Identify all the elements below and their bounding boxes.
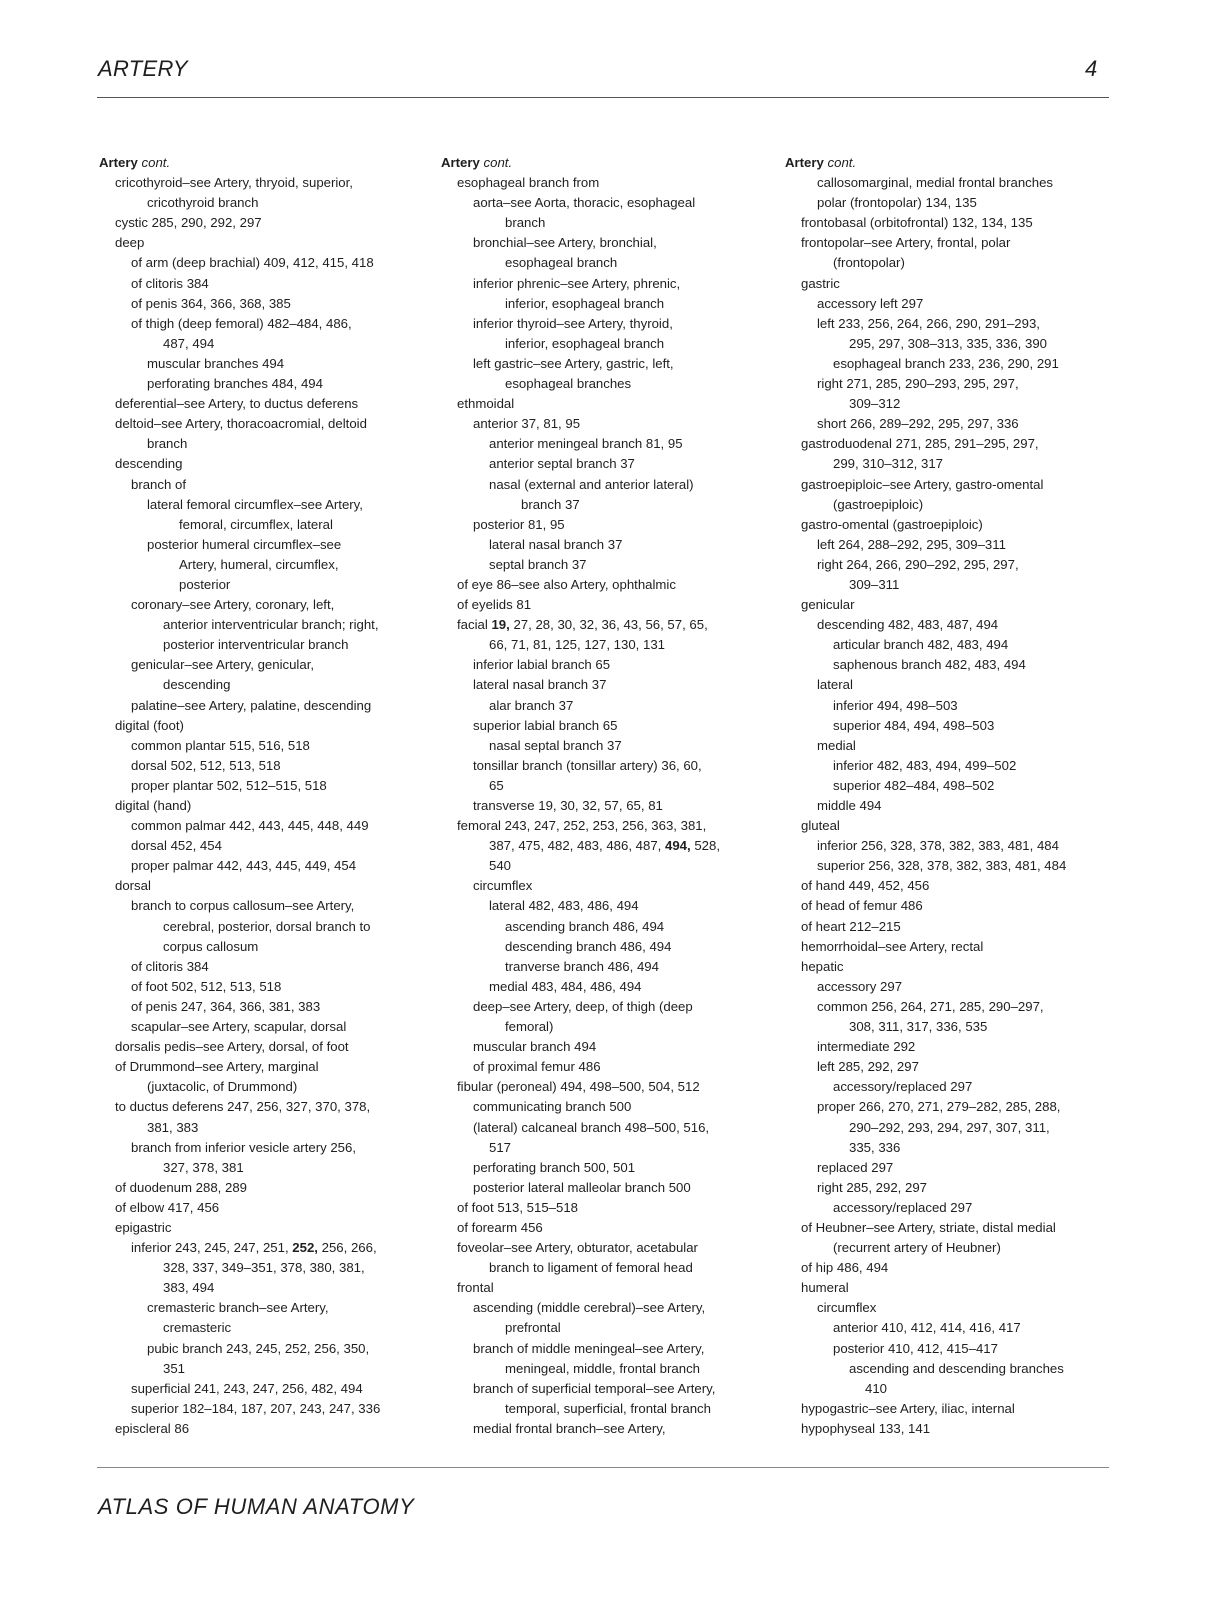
index-entry: (gastroepiploic) xyxy=(833,496,924,512)
index-entry xyxy=(441,836,781,856)
index-cont-marker: cont. xyxy=(823,155,857,170)
index-entry: ascending branch 486, 494 xyxy=(505,918,665,934)
index-entry: left gastric–see Artery, gastric, left, xyxy=(473,355,674,371)
index-entry: 309–311 xyxy=(849,576,900,592)
index-entry: frontobasal (orbitofrontal) 132, 134, 135 xyxy=(801,215,1033,231)
index-entry: proper palmar 442, 443, 445, 449, 454 xyxy=(131,858,357,874)
index-entry: ascending (middle cerebral)–see Artery, xyxy=(473,1300,706,1316)
index-entry xyxy=(99,1238,439,1258)
index-entry: circumflex xyxy=(817,1300,877,1316)
index-entry: of penis 247, 364, 366, 381, 383 xyxy=(131,998,321,1014)
index-column-2 xyxy=(441,153,781,1439)
index-entry: superior labial branch 65 xyxy=(473,717,618,733)
index-entry: 383, 494 xyxy=(163,1280,215,1296)
index-entry: saphenous branch 482, 483, 494 xyxy=(833,657,1026,673)
index-entry: ascending and descending branches xyxy=(849,1360,1064,1376)
index-entry: proper plantar 502, 512–515, 518 xyxy=(131,777,327,793)
index-entry: lateral femoral circumflex–see Artery, xyxy=(147,496,363,512)
index-entry: femoral) xyxy=(505,1019,554,1035)
index-column-3 xyxy=(785,153,1125,1439)
index-entry: of clitoris 384 xyxy=(131,958,209,974)
index-entry: epigastric xyxy=(115,1219,172,1235)
index-entry: palatine–see Artery, palatine, descending xyxy=(131,697,372,713)
index-entry: inferior phrenic–see Artery, phrenic, xyxy=(473,275,681,291)
index-text: 256, 266, xyxy=(317,1240,377,1256)
index-entry: cremasteric branch–see Artery, xyxy=(147,1300,329,1316)
index-entry: coronary–see Artery, coronary, left, xyxy=(131,597,335,613)
index-entry: (recurrent artery of Heubner) xyxy=(833,1240,1001,1256)
index-entry xyxy=(441,153,781,173)
index-entry: right 285, 292, 297 xyxy=(817,1179,927,1195)
index-entry: intermediate 292 xyxy=(817,1039,916,1055)
index-entry: anterior meningeal branch 81, 95 xyxy=(489,436,683,452)
index-entry: 308, 311, 317, 336, 535 xyxy=(849,1019,988,1035)
index-entry: branch to ligament of femoral head xyxy=(489,1260,693,1276)
index-entry: posterior humeral circumflex–see xyxy=(147,536,342,552)
index-entry: branch from inferior vesicle artery 256, xyxy=(131,1139,357,1155)
index-entry: posterior lateral malleolar branch 500 xyxy=(473,1179,691,1195)
index-entry: left 285, 292, 297 xyxy=(817,1059,919,1075)
index-entry: digital (foot) xyxy=(115,717,184,733)
index-entry: tonsillar branch (tonsillar artery) 36, 60, xyxy=(473,757,702,773)
index-entry: deep–see Artery, deep, of thigh (deep xyxy=(473,998,693,1014)
index-entry: of clitoris 384 xyxy=(131,275,209,291)
index-entry: hypophyseal 133, 141 xyxy=(801,1420,931,1436)
index-entry: cricothyroid branch xyxy=(147,195,259,211)
index-bold-ref: Artery xyxy=(441,155,480,170)
index-entry: bronchial–see Artery, bronchial, xyxy=(473,235,657,251)
index-entry: dorsal 502, 512, 513, 518 xyxy=(131,757,281,773)
index-entry: genicular xyxy=(801,597,855,613)
index-entry: descending branch 486, 494 xyxy=(505,938,672,954)
index-entry: pubic branch 243, 245, 252, 256, 350, xyxy=(147,1340,370,1356)
index-entry: of hip 486, 494 xyxy=(801,1260,889,1276)
index-entry: of penis 364, 366, 368, 385 xyxy=(131,295,291,311)
index-text: 293, 294, 297, 307, 311, xyxy=(904,1119,1050,1135)
index-entry: dorsal xyxy=(115,878,151,894)
index-entry: septal branch 37 xyxy=(489,556,587,572)
index-entry: branch 37 xyxy=(521,496,580,512)
index-entry: of head of femur 486 xyxy=(801,898,923,914)
index-entry: of eye 86–see also Artery, ophthalmic xyxy=(457,576,676,592)
index-entry: 309–312 xyxy=(849,396,901,412)
index-entry: right 271, 285, 290–293, 295, 297, xyxy=(817,376,1019,392)
index-entry: of Heubner–see Artery, striate, distal medial xyxy=(801,1219,1056,1235)
index-text: inferior 243, 245, 247, 251, xyxy=(131,1240,293,1256)
index-entry: of hand 449, 452, 456 xyxy=(801,878,930,894)
index-entry: humeral xyxy=(801,1280,849,1296)
index-entry: gastroepiploic–see Artery, gastro-omental xyxy=(801,476,1044,492)
index-entry: posterior xyxy=(179,576,231,592)
index-entry: short 266, 289–292, 295, 297, 336 xyxy=(817,416,1019,432)
index-entry: esophageal branch 233, 236, 290, 291 xyxy=(833,355,1059,371)
index-entry: aorta–see Aorta, thoracic, esophageal xyxy=(473,195,696,211)
index-entry: accessory/replaced 297 xyxy=(833,1199,973,1215)
index-entry: anterior septal branch 37 xyxy=(489,456,635,472)
index-entry: inferior 494, 498–503 xyxy=(833,697,958,713)
index-entry: 328, 337, 349–351, 378, 380, 381, xyxy=(163,1260,365,1276)
index-entry: descending xyxy=(115,456,183,472)
index-text: common 256, 264, 271, 285, xyxy=(817,998,989,1014)
index-entry: alar branch 37 xyxy=(489,697,574,713)
index-entry: 517 xyxy=(489,1139,512,1155)
index-bold-ref: 252, xyxy=(292,1240,318,1256)
index-entry: corpus callosum xyxy=(163,938,259,954)
index-entry: ethmoidal xyxy=(457,396,515,412)
index-entry: gastroduodenal 271, 285, 291–295, 297, xyxy=(801,436,1039,452)
index-entry: descending xyxy=(163,677,231,693)
index-entry: cremasteric xyxy=(163,1320,232,1336)
index-entry: perforating branch 500, 501 xyxy=(473,1159,636,1175)
index-entry xyxy=(785,1118,1125,1138)
index-entry: 295, 297, 308–313, 335, 336, 390 xyxy=(849,335,1047,351)
index-entry: transverse 19, 30, 32, 57, 65, 81 xyxy=(473,798,663,813)
index-entry xyxy=(785,997,1125,1017)
index-entry: gluteal xyxy=(801,818,840,834)
index-entry: descending 482, 483, 487, 494 xyxy=(817,617,999,633)
index-text: 290 xyxy=(988,998,1011,1014)
index-entry: of proximal femur 486 xyxy=(473,1059,601,1075)
index-entry: hemorrhoidal–see Artery, rectal xyxy=(801,938,984,954)
index-entry: 65 xyxy=(489,777,504,793)
index-entry: superior 484, 494, 498–503 xyxy=(833,717,995,733)
index-cont-marker: cont. xyxy=(137,155,171,170)
index-entry: femoral 243, 247, 252, 253, 256, 363, 381, xyxy=(457,818,707,834)
index-text: left 233, 256, 264, 266, 290, xyxy=(817,315,985,331)
index-entry: cystic 285, 290, 292, 297 xyxy=(115,215,262,231)
index-entry: 66, 71, 81, 125, 127, 130, 131 xyxy=(489,637,665,653)
index-entry: (frontopolar) xyxy=(833,255,905,271)
index-entry: digital (hand) xyxy=(115,798,192,813)
index-entry: frontopolar–see Artery, frontal, polar xyxy=(801,235,1011,251)
index-entry: inferior labial branch 65 xyxy=(473,657,611,673)
index-entry: genicular–see Artery, genicular, xyxy=(131,657,315,673)
index-entry: 351 xyxy=(163,1360,186,1376)
index-bold-ref: Artery xyxy=(99,155,138,170)
index-text: –293, xyxy=(1006,315,1040,331)
index-entry: nasal (external and anterior lateral) xyxy=(489,476,694,492)
index-entry: proper 266, 270, 271, 279–282, 285, 288, xyxy=(817,1099,1061,1115)
running-header-title: ARTERY xyxy=(98,56,188,81)
index-entry: deltoid–see Artery, thoracoacromial, deltoid xyxy=(115,416,367,432)
index-entry: of Drummond–see Artery, marginal xyxy=(115,1059,319,1075)
index-entry: esophageal branch from xyxy=(457,175,600,191)
index-entry xyxy=(441,615,781,635)
index-entry: frontal xyxy=(457,1280,494,1296)
index-entry: replaced 297 xyxy=(817,1159,894,1175)
index-entry: of thigh (deep femoral) 482–484, 486, xyxy=(131,315,352,331)
index-entry: right 264, 266, 290–292, 295, 297, xyxy=(817,556,1019,572)
footer-rule xyxy=(97,1467,1109,1468)
index-entry: (lateral) calcaneal branch 498–500, 516, xyxy=(473,1119,710,1135)
index-entry: of elbow 417, 456 xyxy=(115,1199,220,1215)
index-entry: 381, 383 xyxy=(147,1119,199,1135)
index-entry: 299, 310–312, 317 xyxy=(833,456,944,472)
index-entry xyxy=(785,314,1125,334)
index-entry: esophageal branch xyxy=(505,255,618,271)
index-entry: gastric xyxy=(801,275,840,291)
index-entry: fibular (peroneal) 494, 498–500, 504, 512 xyxy=(457,1079,700,1095)
index-entry: 327, 378, 381 xyxy=(163,1159,244,1175)
index-entry: accessory/replaced 297 xyxy=(833,1079,973,1095)
index-entry: prefrontal xyxy=(505,1320,561,1336)
index-entry: branch of xyxy=(131,476,186,492)
index-text: 290– xyxy=(849,1119,879,1135)
index-entry: dorsalis pedis–see Artery, dorsal, of foot xyxy=(115,1039,349,1055)
index-text: 387, 475, 482, 483, 486, 487, xyxy=(489,838,665,854)
index-entry: branch of superficial temporal–see Artery, xyxy=(473,1380,716,1396)
index-text: 528, xyxy=(690,838,720,854)
index-entry: anterior interventricular branch; right, xyxy=(163,617,379,633)
index-entry: accessory left 297 xyxy=(817,295,924,311)
index-entry: superior 482–484, 498–502 xyxy=(833,777,995,793)
index-bold-ref: 19, xyxy=(491,617,510,633)
index-entry: hepatic xyxy=(801,958,844,974)
index-entry: tranverse branch 486, 494 xyxy=(505,958,659,974)
index-entry: of heart 212–215 xyxy=(801,918,901,934)
index-entry: superficial 241, 243, 247, 256, 482, 494 xyxy=(131,1380,363,1396)
index-entry: gastro-omental (gastroepiploic) xyxy=(801,516,983,532)
index-entry: dorsal 452, 454 xyxy=(131,838,222,854)
index-entry: branch of middle meningeal–see Artery, xyxy=(473,1340,705,1356)
index-entry: meningeal, middle, frontal branch xyxy=(505,1360,700,1376)
index-entry xyxy=(785,153,1125,173)
index-entry: 410 xyxy=(865,1380,888,1396)
index-entry: muscular branches 494 xyxy=(147,355,285,371)
index-entry: superior 182–184, 187, 207, 243, 247, 336 xyxy=(131,1400,381,1416)
index-entry: of duodenum 288, 289 xyxy=(115,1179,247,1195)
index-text: 291 xyxy=(984,315,1007,331)
index-entry: lateral nasal branch 37 xyxy=(473,677,607,693)
index-entry: common plantar 515, 516, 518 xyxy=(131,737,310,753)
index-entry: branch xyxy=(147,436,188,452)
index-entry: branch to corpus callosum–see Artery, xyxy=(131,898,355,914)
index-entry: of forearm 456 xyxy=(457,1219,543,1235)
index-entry: medial 483, 484, 486, 494 xyxy=(489,978,642,994)
index-entry: anterior 37, 81, 95 xyxy=(473,416,581,432)
index-entry: medial xyxy=(817,737,856,753)
index-entry: common palmar 442, 443, 445, 448, 449 xyxy=(131,818,369,834)
index-entry: 335, 336 xyxy=(849,1139,901,1155)
index-entry: temporal, superficial, frontal branch xyxy=(505,1400,711,1416)
index-entry: inferior 256, 328, 378, 382, 383, 481, 484 xyxy=(817,838,1059,854)
index-entry: left 264, 288–292, 295, 309–311 xyxy=(817,536,1006,552)
index-entry: superior 256, 328, 378, 382, 383, 481, 484 xyxy=(817,858,1067,874)
index-entry: accessory 297 xyxy=(817,978,903,994)
index-entry: (juxtacolic, of Drummond) xyxy=(147,1079,298,1095)
index-entry: to ductus deferens 247, 256, 327, 370, 378, xyxy=(115,1099,371,1115)
index-entry: of eyelids 81 xyxy=(457,597,532,613)
index-entry: articular branch 482, 483, 494 xyxy=(833,637,1009,653)
index-entry: 487, 494 xyxy=(163,335,215,351)
index-entry: medial frontal branch–see Artery, xyxy=(473,1420,666,1436)
index-entry: anterior 410, 412, 414, 416, 417 xyxy=(833,1320,1021,1336)
index-entry: posterior interventricular branch xyxy=(163,637,349,653)
index-text: –297, xyxy=(1010,998,1044,1014)
index-entry: 540 xyxy=(489,858,512,874)
index-entry: cerebral, posterior, dorsal branch to xyxy=(163,918,371,934)
index-column-1 xyxy=(99,153,439,1439)
index-entry: inferior, esophageal branch xyxy=(505,335,665,351)
index-entry: communicating branch 500 xyxy=(473,1099,632,1115)
index-bold-ref: Artery xyxy=(785,155,824,170)
index-entry: hypogastric–see Artery, iliac, internal xyxy=(801,1400,1015,1416)
index-entry: esophageal branches xyxy=(505,376,632,392)
index-entry: middle 494 xyxy=(817,798,882,813)
index-entry: lateral nasal branch 37 xyxy=(489,536,623,552)
index-entry: muscular branch 494 xyxy=(473,1039,597,1055)
index-entry: inferior 482, 483, 494, 499–502 xyxy=(833,757,1017,773)
index-text: facial xyxy=(457,617,492,633)
index-entry: deferential–see Artery, to ductus deferens xyxy=(115,396,359,412)
index-entry: perforating branches 484, 494 xyxy=(147,376,323,392)
index-entry: callosomarginal, medial frontal branches xyxy=(817,175,1054,191)
index-entry: lateral 482, 483, 486, 494 xyxy=(489,898,639,914)
index-entry: of arm (deep brachial) 409, 412, 415, 418 xyxy=(131,255,374,271)
index-entry: femoral, circumflex, lateral xyxy=(179,516,333,532)
page-number: 4 xyxy=(1085,56,1098,81)
index-entry: nasal septal branch 37 xyxy=(489,737,622,753)
index-entry: of foot 513, 515–518 xyxy=(457,1199,578,1215)
index-entry: inferior, esophageal branch xyxy=(505,295,665,311)
index-entry: inferior thyroid–see Artery, thyroid, xyxy=(473,315,673,331)
running-footer-title: ATLAS OF HUMAN ANATOMY xyxy=(98,1494,415,1519)
index-entry xyxy=(99,153,439,173)
index-entry: deep xyxy=(115,235,145,251)
index-entry: foveolar–see Artery, obturator, acetabular xyxy=(457,1240,698,1256)
index-entry: Artery, humeral, circumflex, xyxy=(179,556,339,572)
index-entry: of foot 502, 512, 513, 518 xyxy=(131,978,282,994)
index-entry: circumflex xyxy=(473,878,533,894)
index-text: 292, xyxy=(878,1119,905,1135)
index-entry: episcleral 86 xyxy=(115,1420,190,1436)
index-entry: scapular–see Artery, scapular, dorsal xyxy=(131,1019,347,1035)
index-bold-ref: 494, xyxy=(664,838,691,854)
index-text: 27, 28, 30, 32, 36, 43, 56, 57, 65, xyxy=(509,617,708,633)
index-entry: branch xyxy=(505,215,546,231)
index-entry: posterior 81, 95 xyxy=(473,516,565,532)
header-rule xyxy=(97,97,1109,98)
index-entry: cricothyroid–see Artery, thryoid, superior, xyxy=(115,175,353,191)
index-entry: polar (frontopolar) 134, 135 xyxy=(817,195,977,211)
index-entry: posterior 410, 412, 415–417 xyxy=(833,1340,998,1356)
index-entry: lateral xyxy=(817,677,853,693)
index-cont-marker: cont. xyxy=(479,155,513,170)
